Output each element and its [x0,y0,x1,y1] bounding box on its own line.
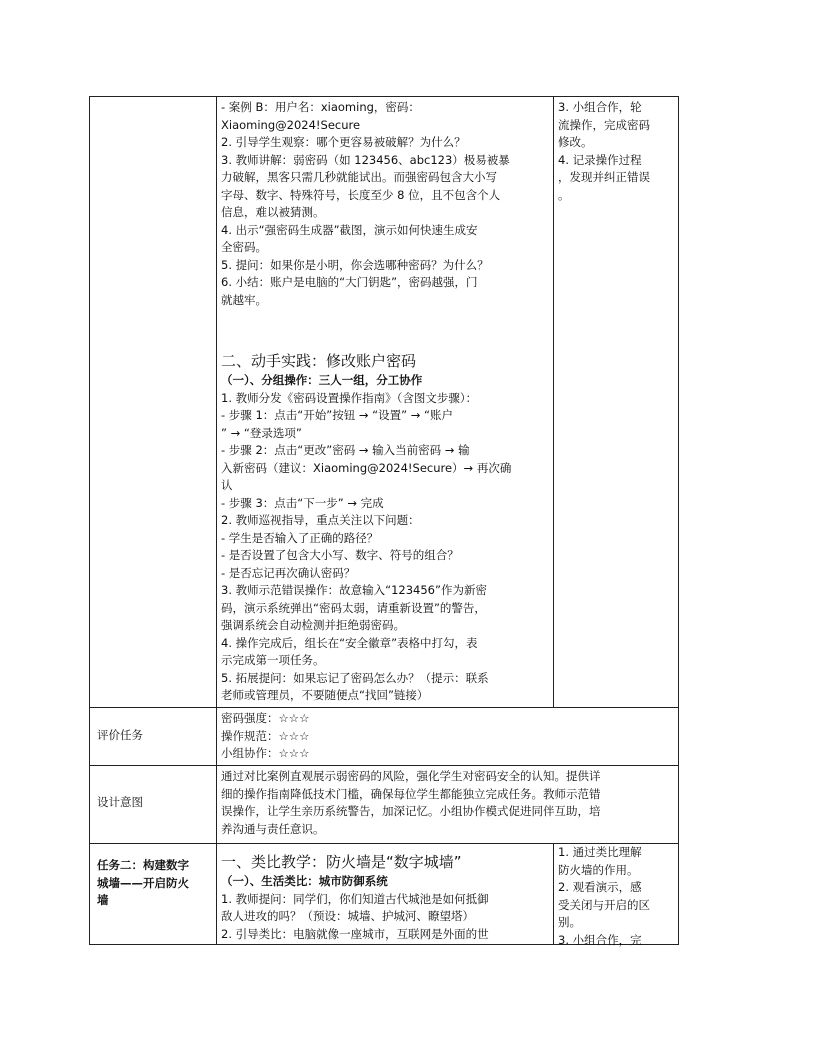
text-line: 4. 记录操作过程 [558,152,642,167]
rating-operation: 操作规范：☆☆☆ [221,728,310,743]
col-divider-right-lower [553,844,554,945]
col-divider-right [553,97,554,708]
text-line: - 案例 B：用户名：xiaoming，密码： [221,100,420,114]
text-line: 3. 教师讲解：弱密码（如 123456、abc123）极易被暴 [221,152,510,167]
text-line: 信息，难以被猜测。 [221,205,325,219]
text-line: 细的操作指南降低技术门槛，确保每位学生都能独立完成任务。教师示范错 [221,786,601,801]
text-line: - 步骤 1：点击“开始”按钮 → “设置” → “账户 [221,408,453,422]
text-line: 强调系统会自动检测并拒绝弱密码。 [221,618,405,632]
text-line: 流操作，完成密码 [558,117,650,132]
text-line: 养沟通与责任意识。 [221,821,325,836]
rating-password-strength: 密码强度：☆☆☆ [221,711,310,725]
row1-middle-cell [221,99,551,705]
subsection-title-group: （一）、分组操作：三人一组，分工协作 [221,373,423,387]
text-line: 敌人进攻的吗？（预设：城墙、护城河、瞭望塔） [221,909,474,923]
text-line: 字母、数字、特殊符号，长度至少 8 位，且不包含个人 [221,187,501,202]
lesson-plan-table [89,96,679,945]
section-title-firewall: 一、类比教学：防火墙是“数字城墙” [221,853,462,871]
text-line: 受关闭与开启的区 [558,897,650,912]
practice-steps [221,390,551,705]
text-line: 5. 提问：如果你是小明，你会选哪种密码？为什么？ [221,257,489,272]
text-line: 误操作，让学生亲历系统警告，加深记忆。小组协作模式促进同伴互助，培 [221,804,601,818]
rating-teamwork: 小组协作：☆☆☆ [221,746,310,760]
row-divider-1 [90,707,678,708]
label-text: 评价任务 [97,728,143,742]
text-line: 1. 教师提问：同学们，你们知道古代城池是如何抵御 [221,891,489,906]
text-line: - 步骤 2：点击“更改”密码 → 输入当前密码 → 输 [221,443,470,457]
text-line: - 是否设置了包含大小写、数字、符号的组合？ [221,548,459,562]
col-divider-left [216,97,217,708]
text-line: 3. 教师示范错误操作：故意输入“123456”作为新密 [221,583,487,597]
design-intent-label [97,794,212,812]
row-divider-2 [90,765,678,766]
text-line: 防火墙的作用。 [558,862,639,877]
row4-right-cell [558,844,676,949]
subsection-title-analogy: （一）、生活类比：城市防御系统 [221,874,388,888]
text-line: 3. 小组合作，完 [558,932,642,947]
text-line: Xiaoming@2024!Secure [221,117,361,132]
text-line: 码，演示系统弹出“密码太弱，请重新设置”的警告， [221,600,486,615]
case-b-text [221,99,551,309]
text-line: - 学生是否输入了正确的路径？ [221,530,379,545]
text-line: 5. 拓展提问：如果忘记了密码怎么办？（提示：联系 [221,670,489,685]
text-line: 2. 观看演示，感 [558,880,642,894]
text-line: 城墙——开启防火 [97,875,189,890]
text-line: 任务二：构建数字 [97,858,189,872]
text-line: 老师或管理员，不要随便点“找回”链接） [221,688,429,702]
text-line: 2. 引导学生观察：哪个更容易被破解？为什么？ [221,135,466,149]
text-line: ” → “登录选项” [221,425,302,440]
text-line: 。 [558,187,570,202]
evaluation-items [221,710,551,763]
text-line: 入新密码（建议：Xiaoming@2024!Secure）→ 再次确 [221,460,512,475]
text-line: - 步骤 3：点击“下一步” → 完成 [221,495,384,510]
col-divider-left-lower [216,844,217,945]
evaluation-label [97,727,212,745]
text-line: 墙 [97,893,109,907]
text-line: 力破解，黑客只需几秒就能试出。而强密码包含大小写 [221,170,497,184]
text-line: 认 [221,478,233,492]
row1-right-cell [558,99,676,204]
task-two-label [97,857,214,910]
text-line: 全密码。 [221,240,267,254]
text-line: 1. 教师分发《密码设置操作指南》（含图文步骤）： [221,390,478,405]
text-line: - 是否忘记再次确认密码？ [221,565,356,580]
text-line: 6. 小结：账户是电脑的“大门钥匙”，密码越强，门 [221,275,478,289]
text-line: 1. 通过类比理解 [558,845,642,859]
text-line: 别。 [558,915,581,929]
text-line: 4. 出示“强密码生成器”截图，演示如何快速生成安 [221,222,478,237]
text-line: ，发现并纠正错误 [558,170,650,184]
col-divider-label [216,708,217,844]
design-intent-text [221,768,676,838]
text-line: 4. 操作完成后，组长在“安全徽章”表格中打勾，表 [221,635,478,650]
text-line: 修改。 [558,135,593,149]
text-line: 就越牢。 [221,292,267,307]
text-line: 示完成第一项任务。 [221,653,325,667]
text-line: 通过对比案例直观展示弱密码的风险，强化学生对密码安全的认知。提供详 [221,769,601,783]
text-line: 2. 引导类比：电脑就像一座城市，互联网是外面的世 [221,926,489,941]
section-title-practice: 二、动手实践：修改账户密码 [221,352,417,370]
label-text: 设计意图 [97,795,143,809]
text-line: 2. 教师巡视指导，重点关注以下问题： [221,513,420,527]
row4-middle-cell [221,851,551,943]
text-line: 3. 小组合作，轮 [558,100,642,114]
